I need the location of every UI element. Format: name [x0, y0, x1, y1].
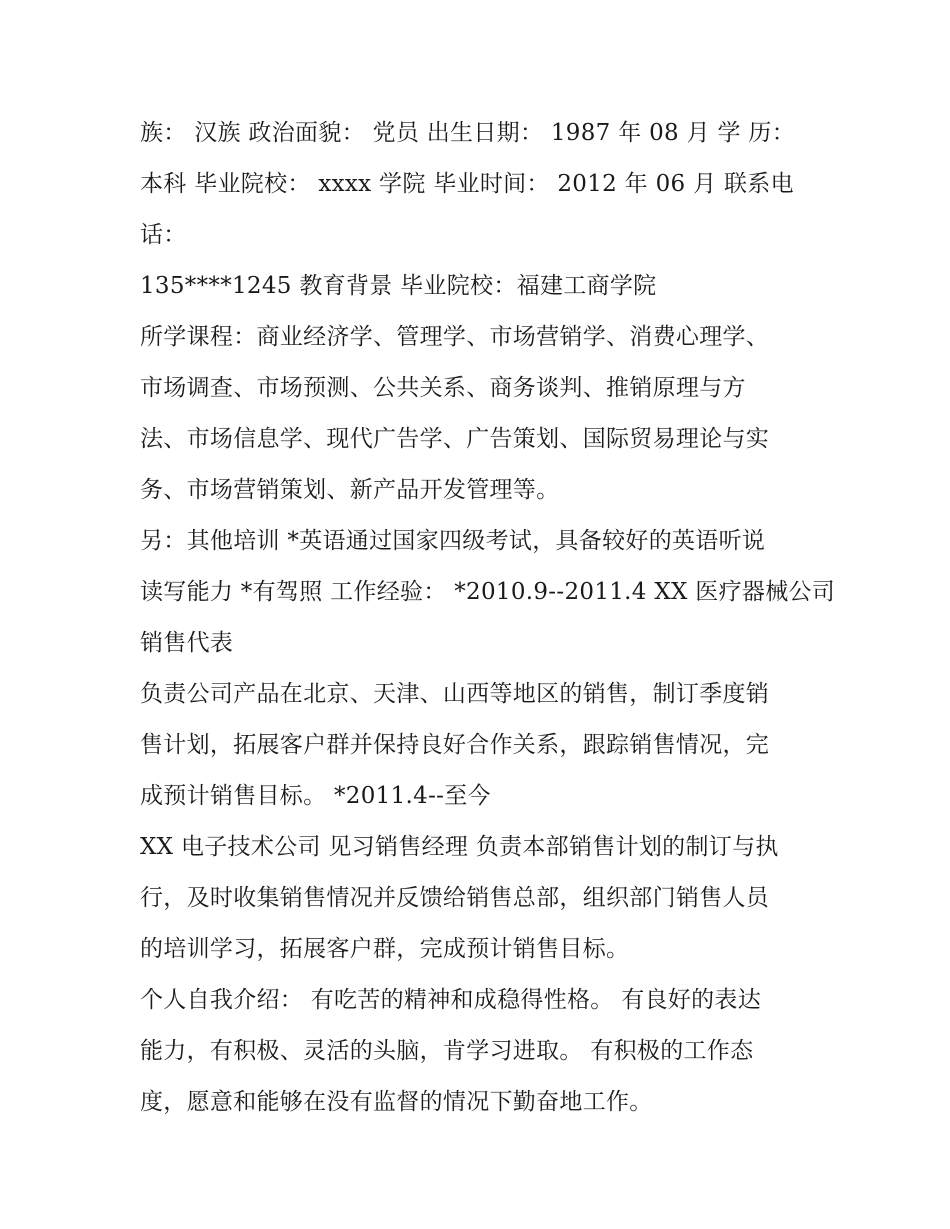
- text-line: 行，及时收集销售情况并反馈给销售总部，组织部门销售人员: [140, 885, 770, 911]
- text-line: 负责公司产品在北京、天津、山西等地区的销售，制订季度销: [140, 681, 770, 707]
- text-line: 成预计销售目标。 *2011.4--至今: [140, 783, 491, 809]
- resume-text: [140, 108, 836, 1128]
- text-line: 族： 汉族 政治面貌： 党员 出生日期： 1987 年 08 月 学 历：: [140, 120, 796, 146]
- text-line: 的培训学习，拓展客户群，完成预计销售目标。: [140, 936, 630, 962]
- text-line: XX 电子技术公司 见习销售经理 负责本部销售计划的制订与执: [140, 834, 779, 860]
- text-line: 市场调查、市场预测、公共关系、商务谈判、推销原理与方: [140, 375, 746, 401]
- text-line: 读写能力 *有驾照 工作经验： *2010.9--2011.4 XX 医疗器械公司: [140, 579, 836, 605]
- text-line: 135****1245 教育背景 毕业院校：福建工商学院: [140, 273, 657, 299]
- text-line: 能力，有积极、灵活的头脑，肯学习进取。 有积极的工作态: [140, 1038, 754, 1064]
- text-line: 所学课程：商业经济学、管理学、市场营销学、消费心理学、: [140, 324, 770, 350]
- text-line: 销售代表: [140, 630, 234, 656]
- text-line: 个人自我介绍： 有吃苦的精神和成稳得性格。 有良好的表达: [140, 987, 762, 1013]
- text-line: 售计划，拓展客户群并保持良好合作关系，跟踪销售情况，完: [140, 732, 770, 758]
- text-line: 话：: [140, 222, 187, 248]
- text-line: 另：其他培训 *英语通过国家四级考试，具备较好的英语听说: [140, 528, 766, 554]
- text-line: 本科 毕业院校： xxxx 学院 毕业时间： 2012 年 06 月 联系电: [140, 171, 794, 197]
- text-line: 法、市场信息学、现代广告学、广告策划、国际贸易理论与实: [140, 426, 770, 452]
- text-line: 务、市场营销策划、新产品开发管理等。: [140, 477, 560, 503]
- text-line: 度，愿意和能够在没有监督的情况下勤奋地工作。: [140, 1089, 653, 1115]
